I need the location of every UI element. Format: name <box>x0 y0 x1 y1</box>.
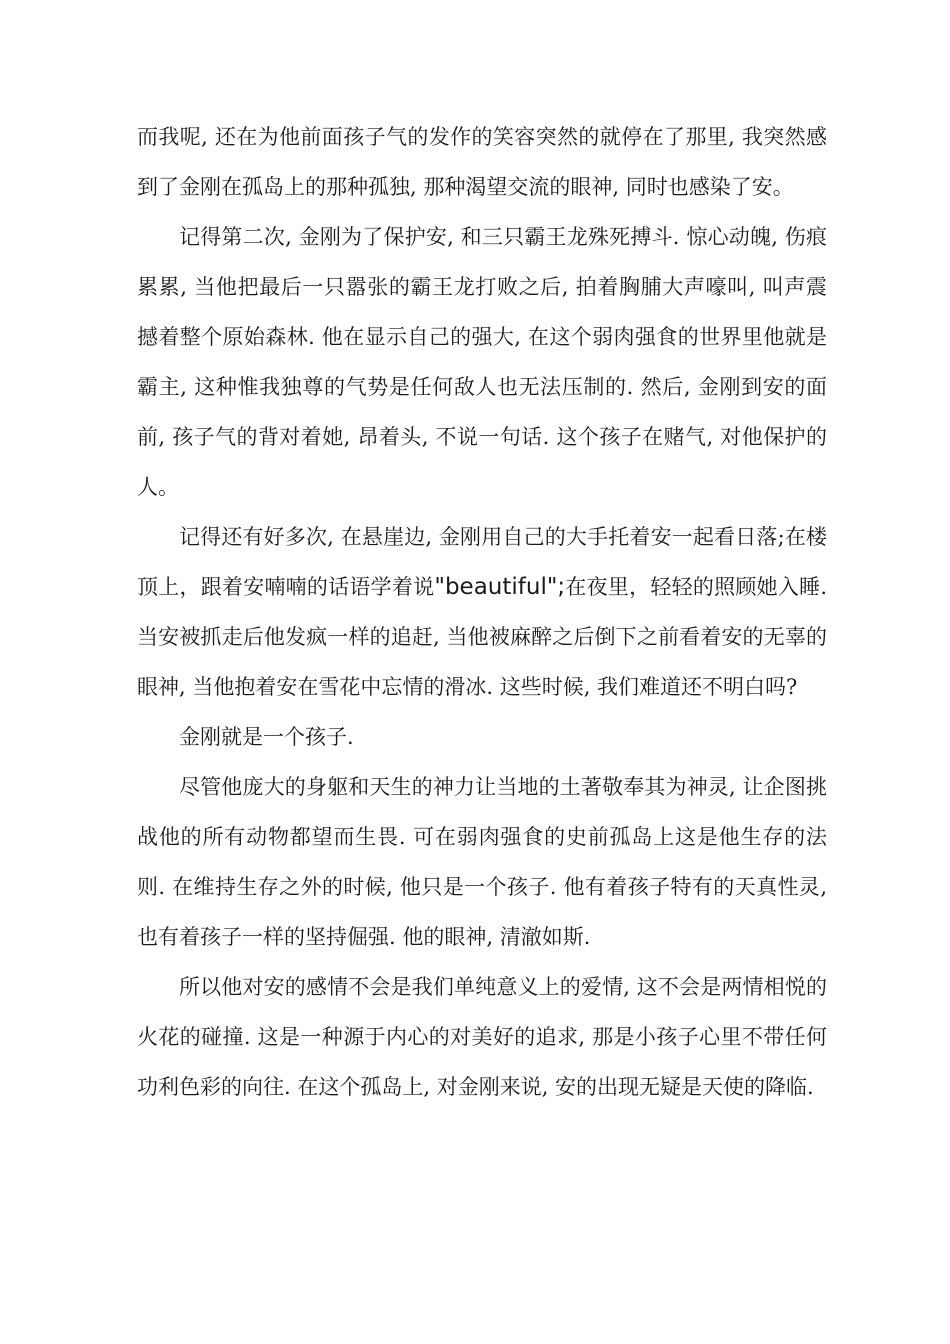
paragraph-4: 金刚就是一个孩子. <box>179 725 354 749</box>
paragraph-3 <box>137 512 827 712</box>
paragraph-3-latin-quote: "beautiful"; <box>434 574 566 600</box>
paragraph-2: 记得第二次, 金刚为了保护安, 和三只霸王龙殊死搏斗. 惊心动魄, 伤痕累累, 当他把最后一只嚣张的霸王龙打败之后, 拍着胸脯大声嚎叫, 叫声震撼着整个原始森林. 他在显示自己的强大, 在这个弱肉强食的世界里他就是霸主, 这种惟我独尊的气势是任何敌人也无法压制的. 然后, 金刚到安的面前, 孩子气的背对着她, 昂着头, 不说一句话. 这个孩子在赌气, 对他保护的人。 <box>137 225 827 499</box>
paragraph-3-text-before: 记得还有好多次, 在悬崖边, 金刚用自己的大手托着安一起看日落;在楼顶上，跟着安喃喃的话语学着说 <box>137 525 827 599</box>
paragraph-5: 尽管他庞大的身躯和天生的神力让当地的土著敬奉其为神灵, 让企图挑战他的所有动物都望而生畏. 可在弱肉强食的史前孤岛上这是他生存的法则. 在维持生存之外的时候, 他只是一个孩子. 他有着孩子特有的天真性灵, 也有着孩子一样的坚持倔强. 他的眼神, 清澈如斯. <box>137 775 827 949</box>
paragraph-6: 所以他对安的感情不会是我们单纯意义上的爱情, 这不会是两情相悦的火花的碰撞. 这是一种源于内心的对美好的追求, 那是小孩子心里不带任何功利色彩的向往. 在这个孤岛上, 对金刚来说, 安的出现无疑是天使的降临. <box>137 975 827 1099</box>
paragraph-3-text-after: 在夜里，轻轻的照顾她入睡. 当安被抓走后他发疯一样的追赶, 当他被麻醉之后倒下之前看着安的无辜的眼神, 当他抱着安在雪花中忘情的滑冰. 这些时候, 我们难道还不明白吗? <box>137 575 827 699</box>
paragraph-1: 而我呢, 还在为他前面孩子气的发作的笑容突然的就停在了那里, 我突然感到了金刚在孤岛上的那种孤独, 那种渴望交流的眼神, 同时也感染了安。 <box>137 125 827 199</box>
body-text <box>137 112 827 1112</box>
